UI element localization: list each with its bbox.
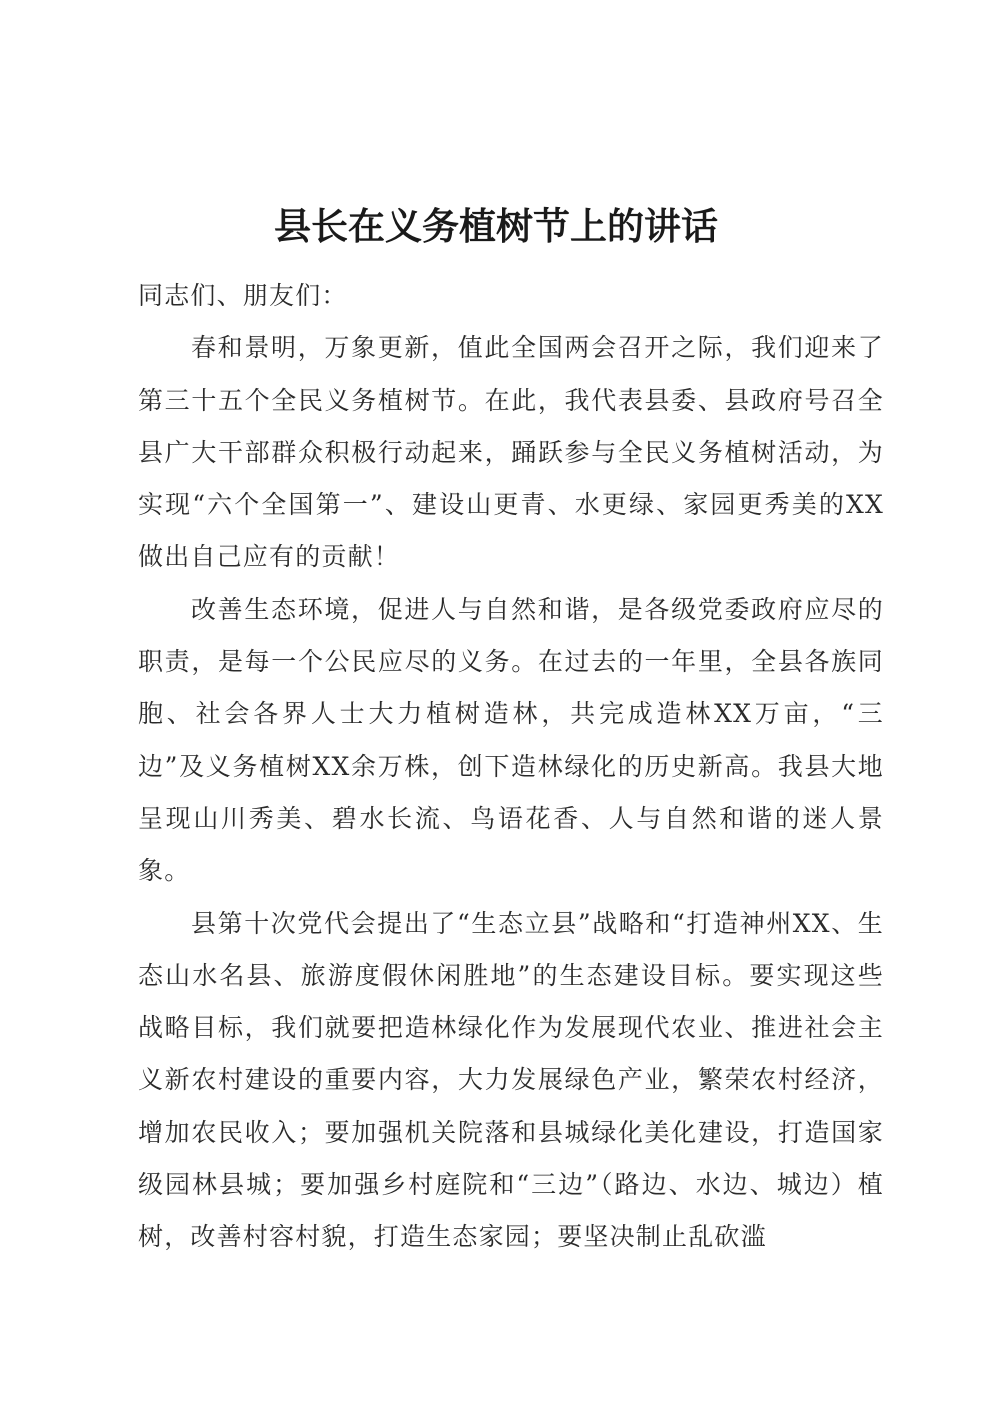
paragraph-1: 春和景明，万象更新，值此全国两会召开之际，我们迎来了第三十五个全民义务植树节。在此，我代表县委、县政府号召全县广大干部群众积极行动起来，踊跃参与全民义务植树活动，为实现“六个全国第一”、建设山更青、水更绿、家园更秀美的XX做出自己应有的贡献！: [138, 333, 884, 572]
paragraph-2: 改善生态环境，促进人与自然和谐，是各级党委政府应尽的职责，是每一个公民应尽的义务。在过去的一年里，全县各族同胞、社会各界人士大力植树造林，共完成造林XX万亩，“三边”及义务植树XX余万株，创下造林绿化的历史新高。我县大地呈现山川秀美、碧水长流、鸟语花香、人与自然和谐的迷人景象。: [138, 594, 884, 886]
paragraph-3: 县第十次党代会提出了“生态立县”战略和“打造神州XX、生态山水名县、旅游度假休闲胜地”的生态建设目标。要实现这些战略目标，我们就要把造林绿化作为发展现代农业、推进社会主义新农村建设的重要内容，大力发展绿色产业，繁荣农村经济，增加农民收入；要加强机关院落和县城绿化美化建设，打造国家级园林县城；要加强乡村庭院和“三边”（路边、水边、城边）植树，改善村容村貌，打造生态家园；要坚决制止乱砍滥: [138, 908, 884, 1252]
document-body: [138, 270, 884, 1264]
salutation: 同志们、朋友们：: [138, 281, 348, 310]
document-title: 县长在义务植树节上的讲话: [274, 204, 718, 248]
